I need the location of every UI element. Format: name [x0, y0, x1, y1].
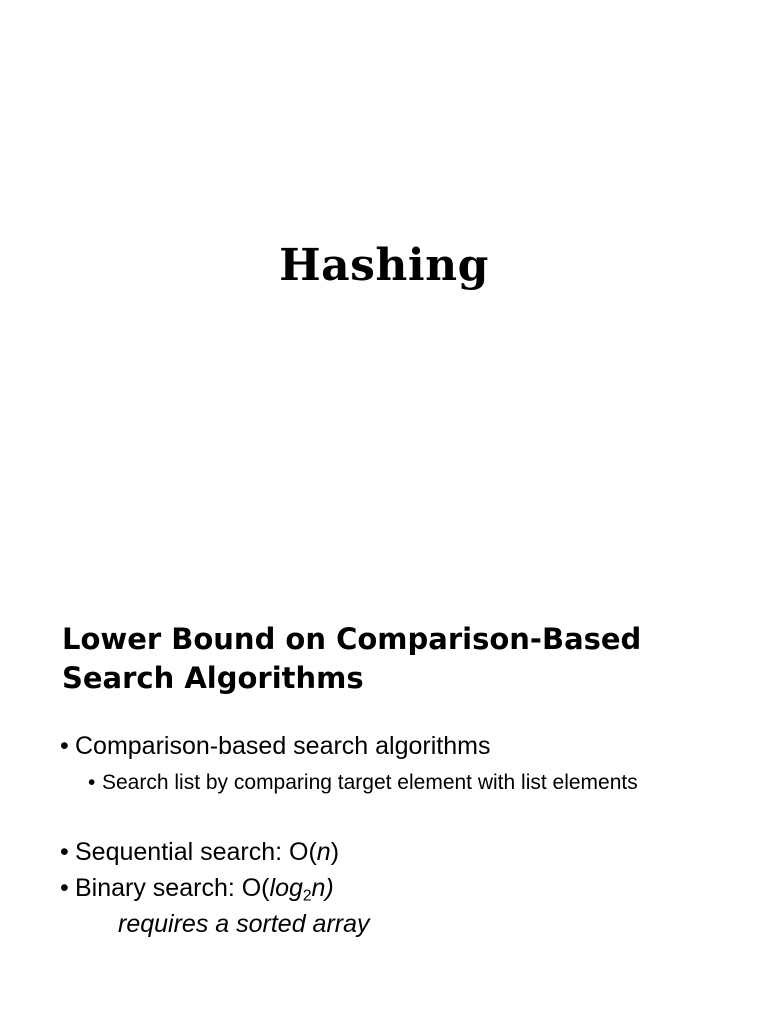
bullet-binary-search — [60, 872, 334, 904]
bullet-dot-icon: • — [60, 732, 69, 760]
complexity-variable: n — [311, 874, 326, 902]
bullet-label: Sequential search: O( — [75, 838, 317, 866]
bullet-text: Search list by comparing target element with list elements — [102, 771, 638, 794]
binary-search-note: requires a sorted array — [118, 910, 370, 938]
bullet-comparison-based — [60, 730, 490, 762]
complexity-variable: n — [316, 838, 331, 866]
bullet-label: Binary search: O( — [75, 874, 270, 902]
slide-title: Hashing — [279, 240, 489, 291]
log-base: 2 — [302, 887, 312, 905]
slide-title: Lower Bound on Comparison-Based Search Algorithms — [62, 622, 642, 695]
bullet-dot-icon: • — [60, 838, 69, 866]
slide-lower-bound — [0, 560, 768, 1024]
bullet-text: Comparison-based search algorithms — [75, 732, 491, 760]
bullet-sequential-search — [60, 836, 339, 868]
paren-close: ) — [330, 838, 340, 866]
paren-close: ) — [325, 874, 334, 902]
log-function: log — [269, 874, 303, 902]
bullet-dot-icon: • — [88, 771, 96, 794]
sub-bullet-search-list — [88, 769, 638, 797]
bullet-dot-icon: • — [60, 874, 69, 902]
